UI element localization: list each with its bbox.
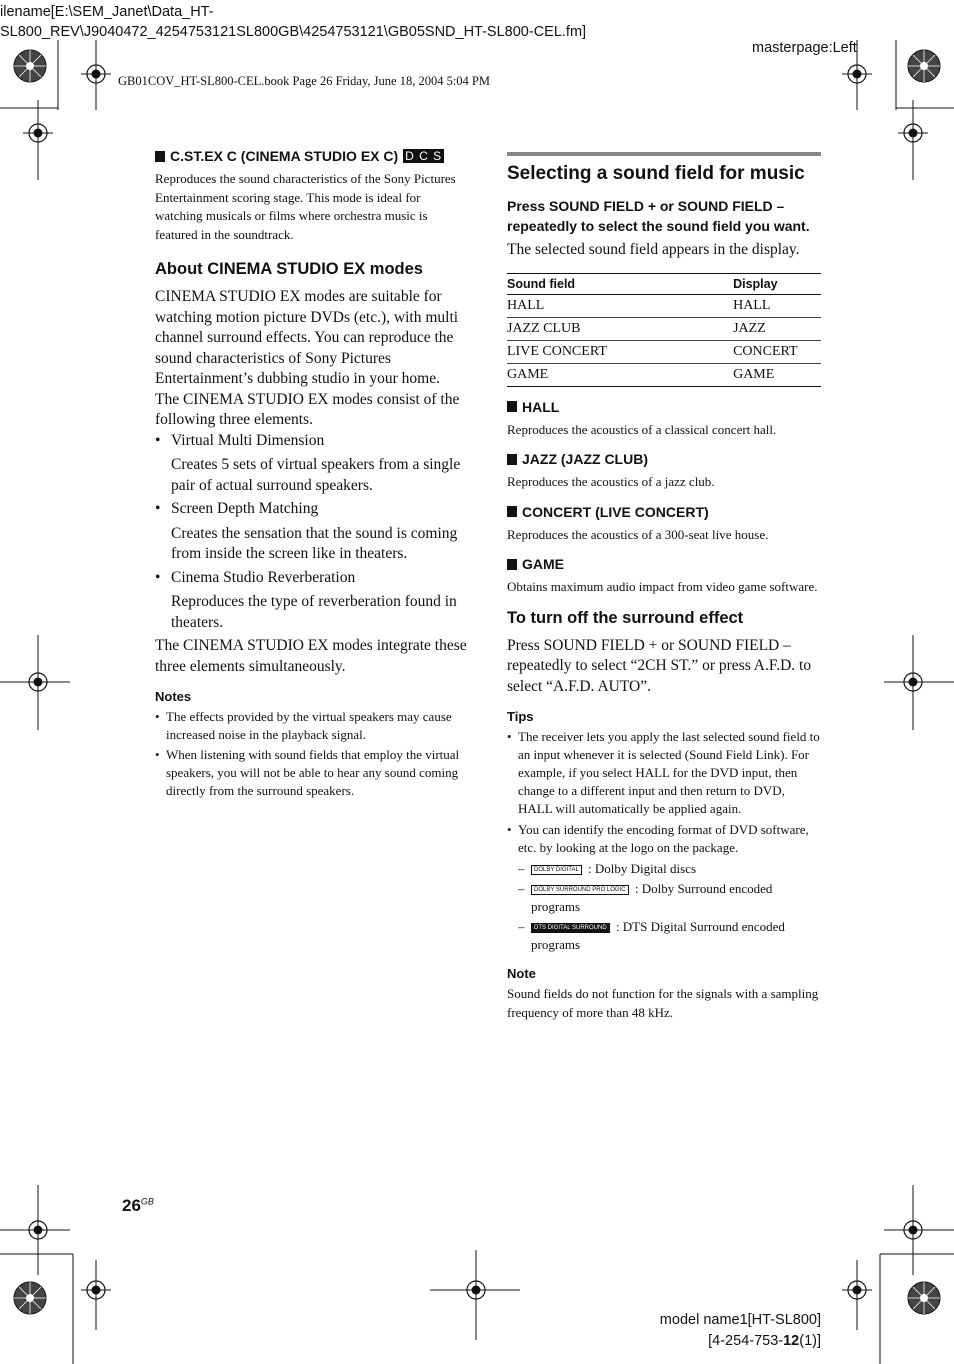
page-number-value: 26 (122, 1196, 141, 1215)
filename-line-2: SL800_REV\J9040472_4254753121SL800GB\4254753121\GB05SND_HT-SL800-CEL.fm] (0, 24, 587, 40)
filename-line-1: ilename[E:\SEM_Janet\Data_HT- (0, 4, 214, 20)
dcs-badge: D C S (405, 149, 443, 163)
element-desc: Creates the sensation that the sound is coming from inside the screen like in theaters. (171, 524, 458, 562)
mode-heading-text: GAME (522, 556, 564, 572)
list-item: • When listening with sound fields that employ the virtual speakers, you will not be able to hear any sound coming directly from the surround speakers. (155, 746, 470, 800)
dolby-digital-logo-icon: DOLBY DIGITAL (531, 865, 582, 875)
about-paragraph-1: CINEMA STUDIO EX modes are suitable for watching motion picture DVDs (etc.), with multi channel surround effects. You can reproduce the sound characteristics of Sony Pictures Entertainment’s dubbing studio in your home. (155, 288, 459, 387)
star-target-icon (908, 50, 940, 82)
list-item: • You can identify the encoding format of DVD software, etc. by looking at the logo on the package. (507, 821, 821, 857)
element-title: • Screen Depth Matching (155, 499, 470, 520)
notes-heading: Notes (155, 689, 192, 704)
instruction-step: Press SOUND FIELD + or SOUND FIELD – repeatedly to select the sound field you want. (507, 198, 810, 234)
list-item: • The receiver lets you apply the last selected sound field to an input whenever it is selected (Sound Field Link). For example, if you select HALL for the DVD input, then change to a different input and then return to DVD, HALL will automatically be applied again. (507, 728, 821, 818)
model-code-suffix: (1)] (799, 1333, 821, 1349)
mode-desc: Obtains maximum audio impact from video game software. (507, 579, 818, 594)
dts-logo-icon: DTS DIGITAL SURROUND (531, 923, 610, 933)
table-cell: CONCERT (733, 340, 821, 363)
tips-heading: Tips (507, 709, 534, 724)
column-header-display: Display (733, 273, 821, 294)
book-info-line: GB01COV_HT-SL800-CEL.book Page 26 Friday, June 18, 2004 5:04 PM (118, 74, 490, 88)
mode-heading-text: HALL (522, 398, 560, 415)
mode-heading-text: JAZZ (JAZZ CLUB) (522, 451, 648, 467)
star-target-icon (14, 50, 46, 82)
cst-description: Reproduces the sound characteristics of the Sony Pictures Entertainment scoring stage. This mode is ideal for watching musicals or films where orchestra music is featured in the soundtrack. (155, 171, 456, 242)
element-title: • Cinema Studio Reverberation (155, 568, 470, 589)
table-cell: HALL (733, 294, 821, 317)
instruction-result: The selected sound field appears in the display. (507, 241, 800, 258)
star-target-icon (908, 1282, 940, 1314)
masterpage-label: masterpage:Left (752, 40, 857, 56)
cst-heading-text: C.ST.EX C (CINEMA STUDIO EX C) (170, 148, 399, 164)
surround-heading: To turn off the surround effect (507, 608, 744, 627)
mode-desc: Reproduces the acoustics of a classical concert hall. (507, 421, 777, 437)
element-desc: Creates 5 sets of virtual speakers from a single pair of actual surround speakers. (171, 456, 461, 494)
crop-lines (0, 40, 954, 1364)
page-number-suffix: GB (140, 1196, 154, 1207)
logo-caption: : DTS Digital Surround encoded programs (531, 919, 785, 952)
column-header-sound-field: Sound field (507, 273, 733, 294)
logo-caption: : Dolby Surround encoded programs (531, 881, 773, 914)
model-line-1: model name1[HT-SL800] (659, 1312, 821, 1328)
model-code-prefix: [4-254-753- (708, 1333, 784, 1349)
table-cell: HALL (507, 294, 733, 317)
table-cell: GAME (733, 363, 821, 386)
table-cell: JAZZ (733, 317, 821, 340)
list-item: • The effects provided by the virtual speakers may cause increased noise in the playback signal. (155, 708, 470, 744)
mode-desc: Reproduces the acoustics of a 300-seat live house. (507, 526, 769, 542)
about-heading: About CINEMA STUDIO EX modes (155, 260, 423, 278)
surround-text: Press SOUND FIELD + or SOUND FIELD – repeatedly to select “2CH ST.” or press A.F.D. to select “A.F.D. AUTO”. (507, 636, 812, 695)
note-heading: Note (507, 966, 536, 981)
about-paragraph-3: The CINEMA STUDIO EX modes integrate these three elements simultaneously. (155, 637, 467, 675)
element-desc: Reproduces the type of reverberation found in theaters. (171, 593, 457, 631)
mode-desc: Reproduces the acoustics of a jazz club. (507, 474, 715, 489)
mode-heading-text: CONCERT (LIVE CONCERT) (522, 503, 709, 520)
logo-caption: : Dolby Digital discs (588, 861, 697, 876)
table-cell: GAME (507, 363, 733, 386)
star-target-icon (14, 1282, 46, 1314)
model-code-bold: 12 (783, 1333, 800, 1349)
section-heading: Selecting a sound field for music (507, 163, 805, 184)
note-text: Sound fields do not function for the signals with a sampling frequency of more than 48 kHz. (507, 986, 819, 1020)
table-cell: JAZZ CLUB (507, 317, 733, 340)
element-title: • Virtual Multi Dimension (155, 431, 470, 452)
dolby-pro-logic-logo-icon: DOLBY SURROUND PRO LOGIC (531, 885, 629, 895)
about-paragraph-2: The CINEMA STUDIO EX modes consist of the following three elements. (155, 390, 460, 428)
table-cell: LIVE CONCERT (507, 340, 733, 363)
